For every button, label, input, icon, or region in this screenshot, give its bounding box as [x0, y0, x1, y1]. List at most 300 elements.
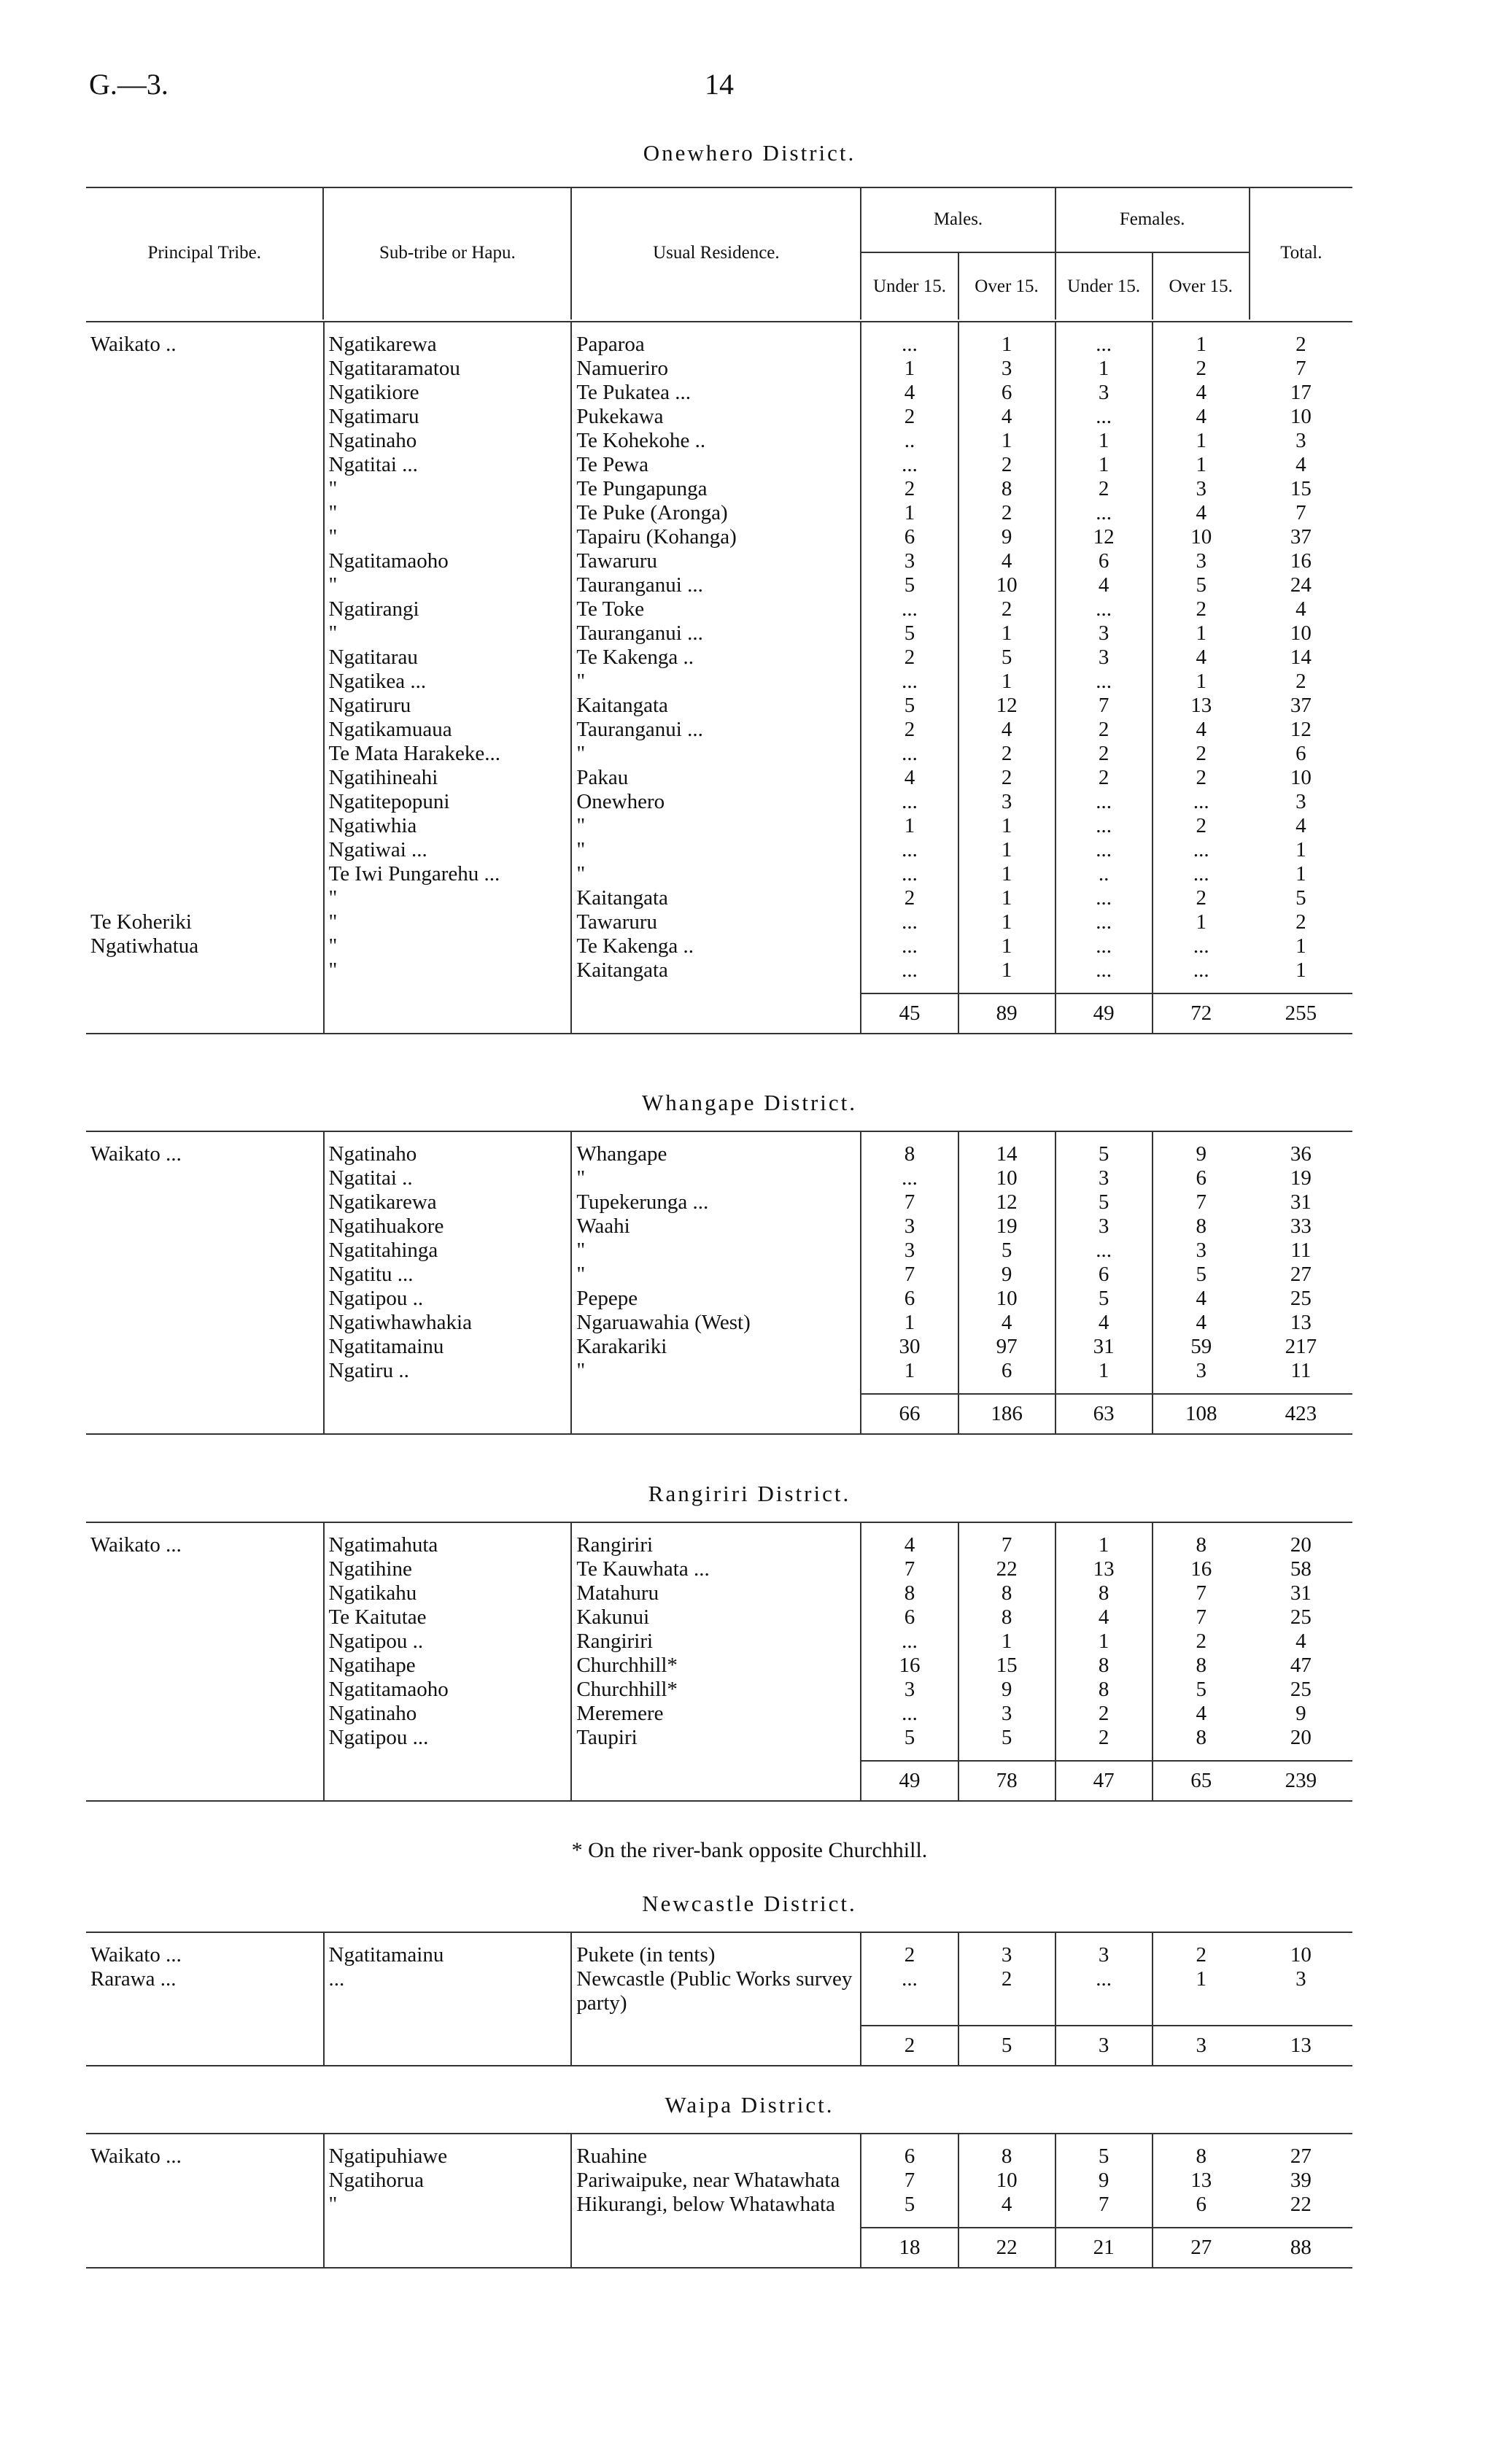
col-usual-residence: Usual Residence. — [571, 187, 861, 319]
cell-males-over-15: 8 — [958, 2134, 1056, 2169]
cell-sub-tribe: Te Iwi Pungarehu ... — [324, 862, 572, 886]
total-cell-males-over-15: 5 — [958, 2026, 1056, 2066]
cell-females-under-15: 5 — [1056, 1131, 1153, 1166]
cell-females-under-15: 2 — [1056, 1702, 1153, 1726]
cell-males-under-15: 30 — [861, 1335, 958, 1359]
cell-males-under-15: 3 — [861, 1678, 958, 1702]
cell-sub-tribe: Ngatihuakore — [324, 1214, 572, 1239]
cell-females-under-15: 2 — [1056, 718, 1153, 742]
cell-usual-residence: " — [571, 862, 861, 886]
cell-principal-tribe — [86, 1605, 324, 1630]
cell-females-over-15: 2 — [1153, 814, 1250, 838]
cell-males-over-15: 10 — [958, 1287, 1056, 1311]
cell-principal-tribe — [86, 2169, 324, 2193]
cell-total: 12 — [1290, 718, 1312, 741]
cell-usual-residence: Taupiri — [571, 1726, 861, 1761]
cell-males-over-15: 1 — [958, 670, 1056, 694]
cell-females-under-15: 1 — [1056, 1522, 1153, 1557]
cell-sub-tribe: Ngatitamainu — [324, 1932, 572, 1967]
cell-females-over-15: ... — [1153, 958, 1250, 993]
table-row — [86, 2134, 1352, 2169]
cell-sub-tribe: Ngatirangi — [324, 597, 572, 621]
cell-males-under-15: 6 — [861, 1287, 958, 1311]
cell-principal-tribe — [86, 1335, 324, 1359]
totals-blank-cell — [571, 2026, 861, 2066]
cell-males-over-15: 12 — [958, 1190, 1056, 1214]
cell-total: 37 — [1290, 694, 1312, 717]
cell-females-over-15: 5 — [1153, 1263, 1250, 1287]
cell-females-under-15: 9 — [1056, 2169, 1153, 2193]
cell-males-under-15: 8 — [861, 1131, 958, 1166]
cell-males-under-15: 5 — [861, 1726, 958, 1761]
cell-sub-tribe: Ngatikiore — [324, 381, 572, 405]
cell-principal-tribe — [86, 814, 324, 838]
cell-males-over-15: 3 — [958, 790, 1056, 814]
cell-males-under-15: 6 — [861, 1605, 958, 1630]
totals-blank-cell — [324, 993, 572, 1034]
cell-sub-tribe: Ngatitamaoho — [324, 549, 572, 573]
cell-males-under-15: ... — [861, 322, 958, 357]
cell-females-over-15: 8 — [1153, 1726, 1250, 1761]
cell-principal-tribe — [86, 670, 324, 694]
cell-females-over-15: 4 — [1153, 718, 1250, 742]
cell-sub-tribe: Ngatitepopuni — [324, 790, 572, 814]
cell-total: 3 — [1295, 790, 1306, 813]
district-title-whangape: Whangape District. — [641, 1090, 858, 1115]
cell-principal-tribe — [86, 1726, 324, 1761]
col-males-under-15: Under 15. — [861, 252, 958, 319]
cell-females-under-15: ... — [1056, 910, 1153, 934]
cell-total: 2 — [1295, 670, 1306, 693]
cell-usual-residence: Matahuru — [571, 1581, 861, 1605]
cell-males-over-15: 1 — [958, 621, 1056, 646]
cell-males-over-15: 9 — [958, 1263, 1056, 1287]
cell-females-under-15: ... — [1056, 405, 1153, 429]
cell-females-over-15: 8 — [1153, 2134, 1250, 2169]
cell-females-under-15: ... — [1056, 790, 1153, 814]
cell-females-under-15: 4 — [1056, 1605, 1153, 1630]
cell-males-under-15: 3 — [861, 1239, 958, 1263]
cell-total: 24 — [1290, 573, 1312, 597]
cell-females-over-15: 3 — [1153, 549, 1250, 573]
cell-sub-tribe: " — [324, 621, 572, 646]
district-table-whangape — [86, 1131, 1352, 1435]
cell-females-under-15: 3 — [1056, 381, 1153, 405]
cell-usual-residence: Ngaruawahia (West) — [571, 1311, 861, 1335]
cell-females-over-15: 4 — [1153, 1287, 1250, 1311]
cell-males-under-15: ... — [861, 934, 958, 958]
cell-males-under-15: 16 — [861, 1654, 958, 1678]
cell-sub-tribe: " — [324, 477, 572, 501]
cell-total: 4 — [1295, 1630, 1306, 1653]
district-table-newcastle — [86, 1932, 1352, 2066]
cell-females-under-15: ... — [1056, 934, 1153, 958]
cell-usual-residence: " — [571, 1239, 861, 1263]
cell-males-over-15: 2 — [958, 501, 1056, 525]
document-reference: G.—3. — [89, 68, 169, 101]
cell-sub-tribe: " — [324, 573, 572, 597]
cell-females-over-15: ... — [1153, 934, 1250, 958]
table-row — [86, 1581, 1352, 1605]
col-sub-tribe: Sub-tribe or Hapu. — [323, 187, 571, 319]
cell-females-under-15: 1 — [1056, 357, 1153, 381]
cell-males-under-15: ... — [861, 910, 958, 934]
cell-males-over-15: 14 — [958, 1131, 1056, 1166]
cell-sub-tribe: Ngatitamaoho — [324, 1678, 572, 1702]
cell-sub-tribe: Ngatikamuaua — [324, 718, 572, 742]
cell-females-over-15: 1 — [1153, 322, 1250, 357]
cell-sub-tribe: Ngatihineahi — [324, 766, 572, 790]
cell-principal-tribe — [86, 694, 324, 718]
table-row — [86, 429, 1352, 453]
cell-sub-tribe: Ngatipou .. — [324, 1287, 572, 1311]
cell-females-over-15: 1 — [1153, 429, 1250, 453]
cell-usual-residence: Paparoa — [571, 322, 861, 357]
cell-total: 7 — [1295, 357, 1306, 380]
cell-males-over-15: 2 — [958, 766, 1056, 790]
cell-usual-residence: " — [571, 742, 861, 766]
table-row — [86, 573, 1352, 597]
cell-males-under-15: 3 — [861, 1214, 958, 1239]
cell-principal-tribe: Waikato ... — [90, 1943, 182, 1967]
cell-total: 37 — [1290, 525, 1312, 549]
cell-sub-tribe: " — [324, 910, 572, 934]
total-cell-males-under-15: 66 — [861, 1394, 958, 1434]
page-number: 14 — [705, 68, 734, 101]
cell-total: 15 — [1290, 477, 1312, 500]
cell-females-under-15: 3 — [1056, 621, 1153, 646]
cell-total: 27 — [1290, 1263, 1312, 1286]
cell-females-under-15: 8 — [1056, 1654, 1153, 1678]
cell-usual-residence: Pukete (in tents) — [571, 1932, 861, 1967]
total-cell-females-over-15: 3 — [1153, 2026, 1250, 2066]
cell-sub-tribe: " — [324, 2193, 572, 2228]
cell-usual-residence: Rangiriri — [571, 1630, 861, 1654]
cell-males-under-15: ... — [861, 1967, 958, 2026]
cell-principal-tribe — [86, 886, 324, 910]
cell-females-under-15: 1 — [1056, 429, 1153, 453]
cell-usual-residence: Rangiriri — [571, 1522, 861, 1557]
table-row — [86, 1557, 1352, 1581]
cell-total: 31 — [1290, 1190, 1312, 1214]
cell-females-over-15: 9 — [1153, 1131, 1250, 1166]
cell-males-under-15: 1 — [861, 814, 958, 838]
cell-usual-residence: " — [571, 838, 861, 862]
cell-females-over-15: 4 — [1153, 381, 1250, 405]
cell-females-under-15: 5 — [1056, 1287, 1153, 1311]
table-row — [86, 1239, 1352, 1263]
cell-females-over-15: 16 — [1153, 1557, 1250, 1581]
cell-males-under-15: .. — [861, 429, 958, 453]
cell-males-over-15: 4 — [958, 718, 1056, 742]
totals-blank-cell — [571, 993, 861, 1034]
cell-usual-residence: Tawaruru — [571, 549, 861, 573]
cell-usual-residence: Tauranganui ... — [571, 573, 861, 597]
table-row — [86, 838, 1352, 862]
cell-females-over-15: 7 — [1153, 1581, 1250, 1605]
cell-usual-residence: Newcastle (Public Works survey party) — [571, 1967, 861, 2026]
cell-males-under-15: 4 — [861, 1522, 958, 1557]
cell-sub-tribe: Ngatiwhia — [324, 814, 572, 838]
cell-males-over-15: 2 — [958, 1967, 1056, 2026]
cell-usual-residence: Kaitangata — [571, 958, 861, 993]
cell-total: 25 — [1290, 1605, 1312, 1629]
cell-females-under-15: 7 — [1056, 2193, 1153, 2228]
cell-principal-tribe: Ngatiwhatua — [90, 934, 199, 958]
table-row — [86, 1166, 1352, 1190]
cell-females-over-15: 4 — [1153, 646, 1250, 670]
cell-females-under-15: 3 — [1056, 1932, 1153, 1967]
totals-blank-cell — [86, 993, 324, 1034]
cell-females-over-15: 7 — [1153, 1605, 1250, 1630]
cell-males-over-15: 6 — [958, 381, 1056, 405]
cell-principal-tribe — [86, 1166, 324, 1190]
cell-females-over-15: 13 — [1153, 2169, 1250, 2193]
district-table-waipa — [86, 2133, 1352, 2269]
cell-males-under-15: 5 — [861, 694, 958, 718]
cell-usual-residence: Hikurangi, below Whatawhata — [571, 2193, 861, 2228]
table-row — [86, 1654, 1352, 1678]
cell-males-under-15: 1 — [861, 357, 958, 381]
table-row — [86, 381, 1352, 405]
cell-males-over-15: 1 — [958, 838, 1056, 862]
totals-row — [86, 2228, 1352, 2268]
district-table-onewhero — [86, 321, 1352, 1034]
cell-males-under-15: ... — [861, 597, 958, 621]
cell-usual-residence: Te Pewa — [571, 453, 861, 477]
cell-males-under-15: ... — [861, 670, 958, 694]
table-row — [86, 621, 1352, 646]
cell-females-under-15: 1 — [1056, 453, 1153, 477]
cell-total: 3 — [1295, 1967, 1306, 1991]
cell-males-under-15: 6 — [861, 2134, 958, 2169]
cell-females-over-15: 2 — [1153, 886, 1250, 910]
cell-males-under-15: 5 — [861, 2193, 958, 2228]
totals-blank-cell — [324, 1394, 572, 1434]
cell-females-over-15: 10 — [1153, 525, 1250, 549]
table-row — [86, 1967, 1352, 2026]
cell-principal-tribe — [86, 549, 324, 573]
cell-males-over-15: 12 — [958, 694, 1056, 718]
cell-principal-tribe — [86, 1581, 324, 1605]
total-cell-males-under-15: 49 — [861, 1761, 958, 1801]
totals-blank-cell — [571, 2228, 861, 2268]
cell-males-under-15: 7 — [861, 2169, 958, 2193]
cell-total: 33 — [1290, 1214, 1312, 1238]
cell-principal-tribe — [86, 1630, 324, 1654]
table-row — [86, 862, 1352, 886]
cell-principal-tribe — [86, 1263, 324, 1287]
cell-females-under-15: ... — [1056, 501, 1153, 525]
cell-females-under-15: .. — [1056, 862, 1153, 886]
cell-total: 1 — [1295, 934, 1306, 958]
cell-males-under-15: 7 — [861, 1263, 958, 1287]
cell-females-under-15: 2 — [1056, 766, 1153, 790]
cell-males-over-15: 1 — [958, 934, 1056, 958]
total-cell-males-under-15: 2 — [861, 2026, 958, 2066]
cell-sub-tribe: Ngatihorua — [324, 2169, 572, 2193]
cell-usual-residence: Whangape — [571, 1131, 861, 1166]
cell-males-under-15: 2 — [861, 646, 958, 670]
cell-females-under-15: 4 — [1056, 573, 1153, 597]
cell-females-under-15: 2 — [1056, 742, 1153, 766]
cell-females-over-15: 8 — [1153, 1654, 1250, 1678]
table-row — [86, 1522, 1352, 1557]
cell-usual-residence: Pepepe — [571, 1287, 861, 1311]
cell-females-over-15: 6 — [1153, 2193, 1250, 2228]
cell-sub-tribe: Ngatitahinga — [324, 1239, 572, 1263]
cell-females-under-15: ... — [1056, 886, 1153, 910]
table-row — [86, 357, 1352, 381]
cell-sub-tribe: Ngatihine — [324, 1557, 572, 1581]
cell-females-over-15: 1 — [1153, 1967, 1250, 2026]
cell-sub-tribe: Ngatiru .. — [324, 1359, 572, 1394]
cell-principal-tribe — [86, 477, 324, 501]
cell-males-over-15: 5 — [958, 1239, 1056, 1263]
total-cell-total: 13 — [1250, 2026, 1352, 2066]
cell-usual-residence: Pukekawa — [571, 405, 861, 429]
district-table-rangiriri — [86, 1522, 1352, 1802]
cell-principal-tribe — [86, 1359, 324, 1394]
cell-sub-tribe: Ngatitaramatou — [324, 357, 572, 381]
cell-males-under-15: ... — [861, 958, 958, 993]
cell-females-over-15: 7 — [1153, 1190, 1250, 1214]
cell-females-over-15: ... — [1153, 838, 1250, 862]
total-cell-females-over-15: 65 — [1153, 1761, 1250, 1801]
total-cell-total: 255 — [1250, 993, 1352, 1034]
cell-principal-tribe — [86, 1311, 324, 1335]
cell-usual-residence: " — [571, 1166, 861, 1190]
cell-males-over-15: 5 — [958, 1726, 1056, 1761]
cell-females-over-15: 2 — [1153, 742, 1250, 766]
total-cell-males-over-15: 186 — [958, 1394, 1056, 1434]
total-cell-total: 88 — [1250, 2228, 1352, 2268]
total-cell-females-under-15: 63 — [1056, 1394, 1153, 1434]
cell-females-under-15: 2 — [1056, 1726, 1153, 1761]
cell-principal-tribe — [86, 1654, 324, 1678]
cell-males-over-15: 9 — [958, 1678, 1056, 1702]
cell-females-under-15: ... — [1056, 838, 1153, 862]
cell-total: 1 — [1295, 862, 1306, 886]
cell-principal-tribe — [86, 646, 324, 670]
cell-females-over-15: ... — [1153, 790, 1250, 814]
cell-principal-tribe: Waikato ... — [90, 2145, 182, 2168]
cell-total: 27 — [1290, 2145, 1312, 2168]
cell-principal-tribe: Waikato .. — [90, 333, 177, 356]
totals-blank-cell — [86, 1394, 324, 1434]
total-cell-females-under-15: 49 — [1056, 993, 1153, 1034]
cell-females-under-15: 13 — [1056, 1557, 1153, 1581]
cell-usual-residence: Te Pungapunga — [571, 477, 861, 501]
cell-males-under-15: 4 — [861, 381, 958, 405]
cell-principal-tribe: Rarawa ... — [90, 1967, 177, 1991]
table-row — [86, 405, 1352, 429]
cell-males-under-15: 7 — [861, 1557, 958, 1581]
cell-usual-residence: Te Pukatea ... — [571, 381, 861, 405]
totals-blank-cell — [324, 1761, 572, 1801]
cell-total: 25 — [1290, 1678, 1312, 1701]
cell-usual-residence: Onewhero — [571, 790, 861, 814]
cell-usual-residence: Kaitangata — [571, 694, 861, 718]
table-row — [86, 525, 1352, 549]
table-row — [86, 477, 1352, 501]
cell-females-under-15: ... — [1056, 958, 1153, 993]
cell-males-over-15: 2 — [958, 453, 1056, 477]
table-row — [86, 766, 1352, 790]
cell-usual-residence: Te Kakenga .. — [571, 646, 861, 670]
totals-row — [86, 1761, 1352, 1801]
cell-females-over-15: 3 — [1153, 477, 1250, 501]
cell-males-under-15: 2 — [861, 477, 958, 501]
cell-principal-tribe — [86, 501, 324, 525]
cell-principal-tribe — [86, 357, 324, 381]
cell-females-over-15: 2 — [1153, 597, 1250, 621]
cell-sub-tribe: " — [324, 886, 572, 910]
cell-females-over-15: 4 — [1153, 1311, 1250, 1335]
totals-blank-cell — [86, 2228, 324, 2268]
table-row — [86, 453, 1352, 477]
table-row — [86, 1702, 1352, 1726]
cell-males-over-15: 3 — [958, 357, 1056, 381]
cell-principal-tribe — [86, 718, 324, 742]
table-row — [86, 646, 1352, 670]
totals-row — [86, 1394, 1352, 1434]
cell-usual-residence: Tauranganui ... — [571, 718, 861, 742]
cell-principal-tribe — [86, 453, 324, 477]
column-header — [86, 187, 1352, 319]
cell-males-under-15: 5 — [861, 573, 958, 597]
total-cell-females-over-15: 108 — [1153, 1394, 1250, 1434]
cell-males-over-15: 1 — [958, 862, 1056, 886]
cell-sub-tribe: Ngatimahuta — [324, 1522, 572, 1557]
cell-principal-tribe — [86, 742, 324, 766]
cell-females-under-15: 1 — [1056, 1630, 1153, 1654]
cell-females-under-15: 1 — [1056, 1359, 1153, 1394]
cell-males-under-15: 2 — [861, 718, 958, 742]
cell-principal-tribe — [86, 1287, 324, 1311]
total-cell-males-over-15: 78 — [958, 1761, 1056, 1801]
cell-males-under-15: 2 — [861, 405, 958, 429]
cell-females-under-15: 6 — [1056, 1263, 1153, 1287]
cell-sub-tribe: Ngatitai .. — [324, 1166, 572, 1190]
cell-males-under-15: 2 — [861, 886, 958, 910]
cell-principal-tribe: Waikato ... — [90, 1533, 182, 1557]
cell-females-over-15: 59 — [1153, 1335, 1250, 1359]
cell-sub-tribe: Ngatinaho — [324, 429, 572, 453]
cell-females-over-15: 5 — [1153, 573, 1250, 597]
cell-females-over-15: 3 — [1153, 1239, 1250, 1263]
table-row — [86, 958, 1352, 993]
cell-principal-tribe — [86, 838, 324, 862]
cell-sub-tribe: Ngatikarewa — [324, 1190, 572, 1214]
cell-usual-residence: Te Kakenga .. — [571, 934, 861, 958]
cell-total: 16 — [1290, 549, 1312, 573]
table-row — [86, 2193, 1352, 2228]
table-row — [86, 1214, 1352, 1239]
cell-total: 13 — [1290, 1311, 1312, 1334]
total-cell-total: 423 — [1250, 1394, 1352, 1434]
total-cell-females-under-15: 21 — [1056, 2228, 1153, 2268]
cell-males-over-15: 19 — [958, 1214, 1056, 1239]
cell-usual-residence: " — [571, 814, 861, 838]
cell-females-under-15: 12 — [1056, 525, 1153, 549]
cell-total: 10 — [1290, 621, 1312, 645]
cell-total: 9 — [1295, 1702, 1306, 1725]
cell-usual-residence: Namueriro — [571, 357, 861, 381]
cell-males-over-15: 1 — [958, 910, 1056, 934]
cell-males-under-15: ... — [861, 862, 958, 886]
cell-sub-tribe: Ngatiruru — [324, 694, 572, 718]
